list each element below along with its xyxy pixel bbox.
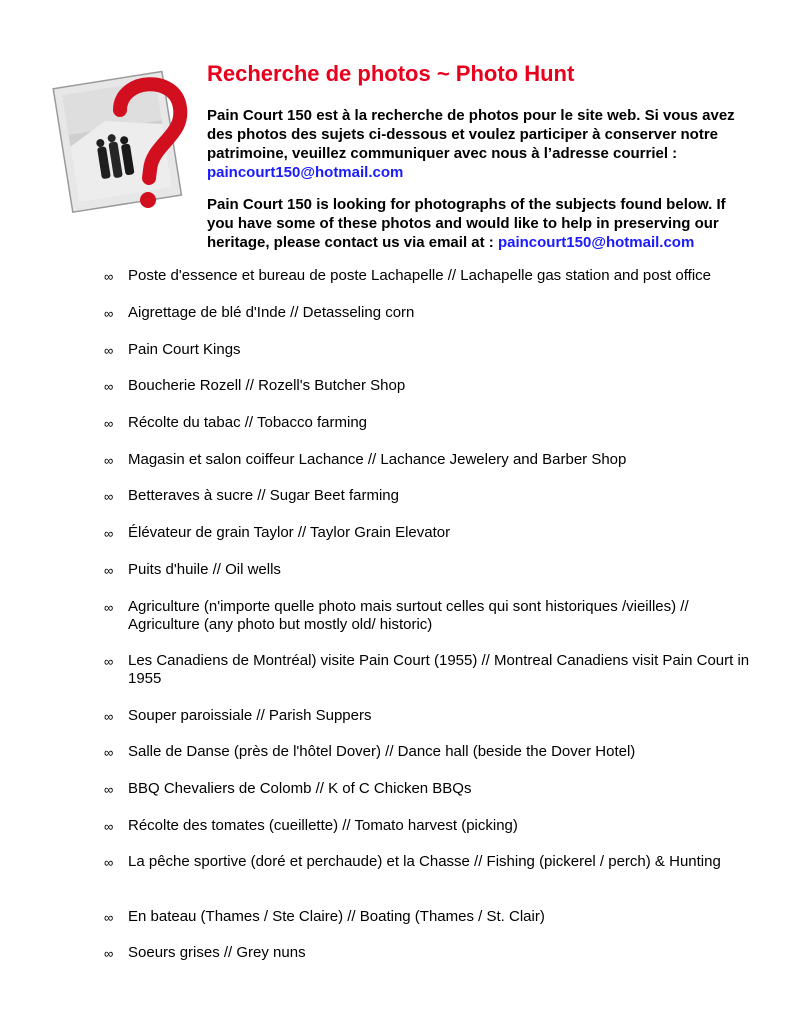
list-item	[0, 524, 791, 542]
email-link-french[interactable]: paincourt150@hotmail.com	[207, 164, 404, 181]
list-item	[0, 451, 791, 469]
bullet-infinity-icon: ∞	[104, 526, 114, 541]
list-item	[0, 817, 791, 835]
list-item-text: Les Canadiens de Montréal) visite Pain Court (1955) // Montreal Canadiens visit Pain Court in 1955	[128, 652, 750, 687]
list-item	[0, 598, 791, 634]
list-item-text: Boucherie Rozell // Rozell's Butcher Shop	[128, 377, 406, 394]
list-item-text: Agriculture (n'importe quelle photo mais surtout celles qui sont historiques /vieilles) // Agriculture (any photo but mostly old/ historic)	[128, 598, 689, 633]
list-item	[0, 652, 791, 688]
bullet-infinity-icon: ∞	[104, 819, 114, 834]
bullet-infinity-icon: ∞	[104, 910, 114, 925]
list-item	[0, 944, 791, 962]
intro-french-paragraph	[207, 106, 752, 182]
list-item-text: Puits d'huile // Oil wells	[128, 561, 281, 578]
list-item	[0, 561, 791, 579]
list-item-text: Souper paroissiale // Parish Suppers	[128, 707, 372, 724]
bullet-infinity-icon: ∞	[104, 745, 114, 760]
email-link-english[interactable]: paincourt150@hotmail.com	[497, 234, 695, 251]
list-item-text: La pêche sportive (doré et perchaude) et la Chasse // Fishing (pickerel / perch) & Hunting	[128, 853, 721, 870]
intro-english-paragraph	[207, 195, 752, 252]
bullet-infinity-icon: ∞	[104, 489, 114, 504]
list-item-text: Aigrettage de blé d'Inde // Detasseling corn	[128, 304, 415, 321]
bullet-infinity-icon: ∞	[104, 782, 114, 797]
list-item-text: Poste d'essence et bureau de poste Lachapelle // Lachapelle gas station and post office	[128, 267, 712, 284]
list-item	[0, 267, 791, 285]
list-item	[0, 707, 791, 725]
page-title: Recherche de photos ~ Photo Hunt	[207, 61, 575, 86]
list-item	[0, 853, 791, 871]
list-item-text: Élévateur de grain Taylor // Taylor Grain Elevator	[128, 524, 451, 541]
bullet-infinity-icon: ∞	[104, 654, 114, 669]
list-item	[0, 377, 791, 395]
bullet-infinity-icon: ∞	[104, 855, 114, 870]
list-item-text: Soeurs grises // Grey nuns	[128, 944, 306, 961]
bullet-infinity-icon: ∞	[104, 563, 114, 578]
list-item	[0, 341, 791, 359]
list-item	[0, 908, 791, 926]
bullet-infinity-icon: ∞	[104, 269, 114, 284]
intro-english-text: Pain Court 150 is looking for photographs of the subjects found below. If you have some of these photos and would like to help in preserving our heritage, please contact us via email at :	[207, 196, 726, 251]
list-item	[0, 780, 791, 798]
list-item	[0, 414, 791, 432]
list-item	[0, 743, 791, 761]
intro-french-text: Pain Court 150 est à la recherche de photos pour le site web. Si vous avez des photos des sujets ci-dessous et voulez participer à conserver notre patrimoine, veuillez communiquer avec nous à l’adresse courriel :	[207, 107, 735, 162]
list-item-text: Magasin et salon coiffeur Lachance // Lachance Jewelery and Barber Shop	[128, 451, 627, 468]
bullet-infinity-icon: ∞	[104, 709, 114, 724]
bullet-infinity-icon: ∞	[104, 343, 114, 358]
list-item-text: Betteraves à sucre // Sugar Beet farming	[128, 487, 399, 504]
bullet-infinity-icon: ∞	[104, 379, 114, 394]
list-item-text: Récolte des tomates (cueillette) // Tomato harvest (picking)	[128, 817, 518, 834]
bullet-infinity-icon: ∞	[104, 306, 114, 321]
bullet-infinity-icon: ∞	[104, 416, 114, 431]
photo-question-mark-icon	[48, 50, 198, 220]
list-item-text: En bateau (Thames / Ste Claire) // Boating (Thames / St. Clair)	[128, 908, 545, 925]
list-item-text: Récolte du tabac // Tobacco farming	[128, 414, 368, 431]
bullet-infinity-icon: ∞	[104, 600, 114, 615]
bullet-infinity-icon: ∞	[104, 453, 114, 468]
list-item-text: Salle de Danse (près de l'hôtel Dover) // Dance hall (beside the Dover Hotel)	[128, 743, 636, 760]
list-item	[0, 304, 791, 322]
list-item-text: BBQ Chevaliers de Colomb // K of C Chicken BBQs	[128, 780, 472, 797]
bullet-infinity-icon: ∞	[104, 946, 114, 961]
list-item-text: Pain Court Kings	[128, 341, 241, 358]
list-item	[0, 487, 791, 505]
